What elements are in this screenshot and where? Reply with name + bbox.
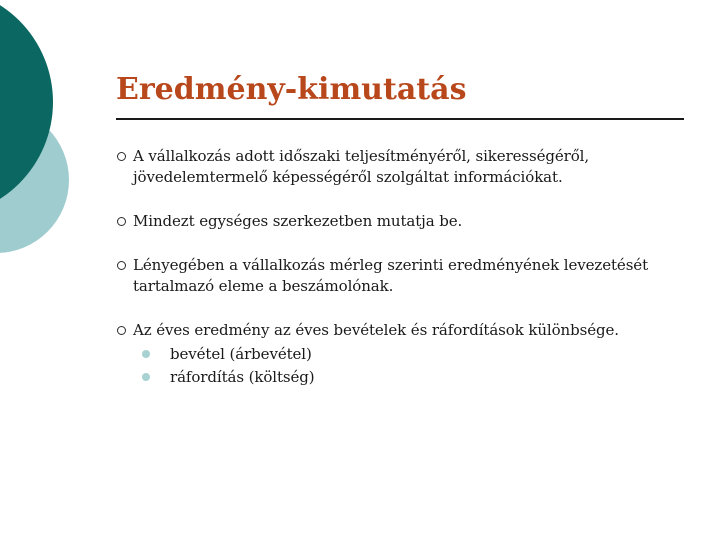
dot-bullet-icon xyxy=(142,350,150,358)
bullet-item xyxy=(116,255,676,297)
bullet-text: Lényegében a vállalkozás mérleg szerinti eredményének levezetését tartalmazó eleme a beszámolónak. xyxy=(133,256,648,295)
bullet-item xyxy=(116,211,676,232)
bullet-item xyxy=(116,320,676,389)
circle-bullet-icon xyxy=(117,217,126,226)
sub-bullet-item xyxy=(133,343,676,366)
slide-title: Eredmény-kimutatás xyxy=(116,72,467,107)
bullet-item xyxy=(116,146,676,188)
bullet-text: Mindezt egységes szerkezetben mutatja be. xyxy=(133,212,463,230)
bullet-text: Az éves eredmény az éves bevételek és ráfordítások különbsége. xyxy=(133,321,619,339)
circle-bullet-icon xyxy=(117,261,126,270)
dot-bullet-icon xyxy=(142,373,150,381)
sub-bullet-item xyxy=(133,366,676,389)
sub-bullet-text: bevétel (árbevétel) xyxy=(170,345,312,363)
sub-bullet-list xyxy=(133,343,676,389)
circle-bullet-icon xyxy=(117,152,126,161)
sub-bullet-text: ráfordítás (költség) xyxy=(170,368,315,386)
bullet-text: A vállalkozás adott időszaki teljesítményéről, sikerességéről, jövedelemtermelő képességéről szolgáltat információkat. xyxy=(133,147,590,186)
title-underline xyxy=(116,118,684,120)
bullet-list xyxy=(116,146,676,389)
circle-bullet-icon xyxy=(117,326,126,335)
decorative-circles xyxy=(0,0,80,300)
